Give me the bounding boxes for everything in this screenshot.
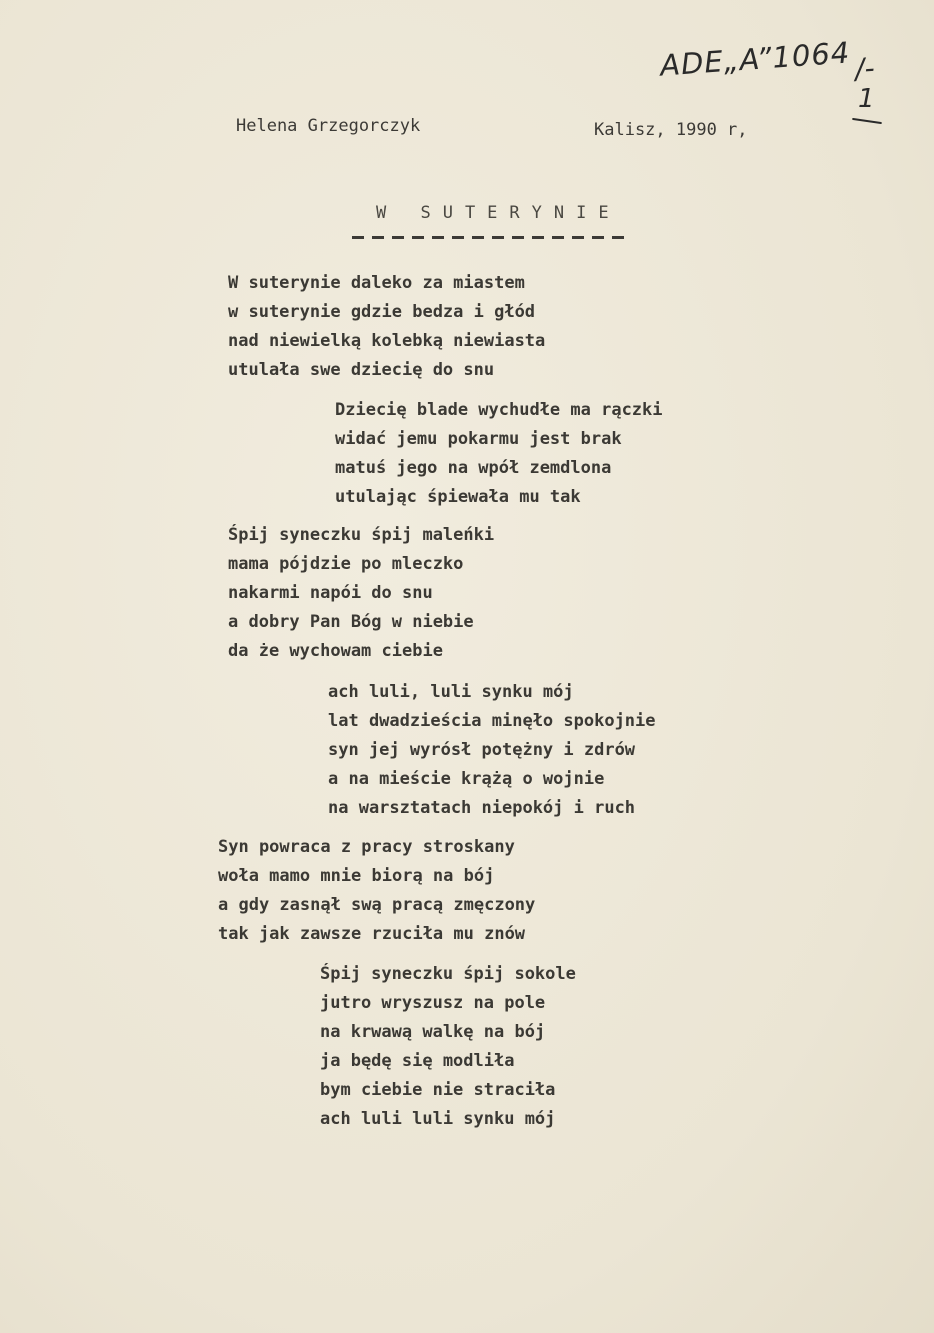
stanza-2	[335, 396, 663, 512]
poem-line: na warsztatach niepokój i ruch	[328, 798, 636, 818]
poem-line: a na mieście krążą o wojnie	[328, 769, 605, 789]
poem-line: widać jemu pokarmu jest brak	[335, 429, 622, 449]
stanza-3	[228, 521, 494, 666]
poem-line: syn jej wyrósł potężny i zdrów	[328, 740, 636, 760]
poem-line: na krwawą walkę na bój	[320, 1022, 546, 1042]
poem-line: ja będę się modliła	[320, 1051, 515, 1071]
poem-line: ach luli, luli synku mój	[328, 682, 574, 702]
poem-line: Dziecię blade wychudłe ma rączki	[335, 400, 663, 420]
poem-line: utulała swe dziecię do snu	[228, 360, 495, 380]
title-underline	[352, 236, 630, 239]
poem-line: lat dwadzieścia minęło spokojnie	[328, 711, 656, 731]
archive-reference-slash: /-	[853, 51, 876, 86]
poem-line: a dobry Pan Bóg w niebie	[228, 612, 474, 632]
poem-line: W suterynie daleko za miastem	[228, 273, 525, 293]
archive-reference-handwritten: ADE„A”1064	[659, 35, 852, 83]
poem-line: jutro wryszusz na pole	[320, 993, 546, 1013]
stanza-5	[218, 833, 535, 949]
poem-line: utulając śpiewała mu tak	[335, 487, 581, 507]
poem-line: woła mamo mnie biorą na bój	[218, 866, 495, 886]
poem-line: w suterynie gdzie bedza i głód	[228, 302, 536, 322]
stanza-6	[320, 960, 576, 1134]
stanza-4	[328, 678, 656, 823]
poem-line: Śpij syneczku śpij sokole	[320, 964, 576, 984]
poem-line: tak jak zawsze rzuciła mu znów	[218, 924, 526, 944]
poem-line: nad niewielką kolebką niewiasta	[228, 331, 546, 351]
archive-reference-underline	[852, 118, 882, 124]
stanza-1	[228, 269, 545, 385]
poem-line: ach luli luli synku mój	[320, 1109, 556, 1129]
poem-line: da że wychowam ciebie	[228, 641, 443, 661]
poem-line: bym ciebie nie straciła	[320, 1080, 556, 1100]
archive-reference-number: 1	[858, 84, 875, 114]
place-date: Kalisz, 1990 r,	[594, 120, 748, 140]
poem-line: nakarmi napói do snu	[228, 583, 433, 603]
poem-line: a gdy zasnął swą pracą zmęczony	[218, 895, 536, 915]
author-name: Helena Grzegorczyk	[236, 116, 421, 136]
poem-line: Syn powraca z pracy stroskany	[218, 837, 515, 857]
poem-line: Śpij syneczku śpij maleńki	[228, 525, 495, 545]
poem-line: mama pójdzie po mleczko	[228, 554, 464, 574]
poem-title: W SUTERYNIE	[376, 203, 621, 223]
poem-line: matuś jego na wpół zemdlona	[335, 458, 612, 478]
